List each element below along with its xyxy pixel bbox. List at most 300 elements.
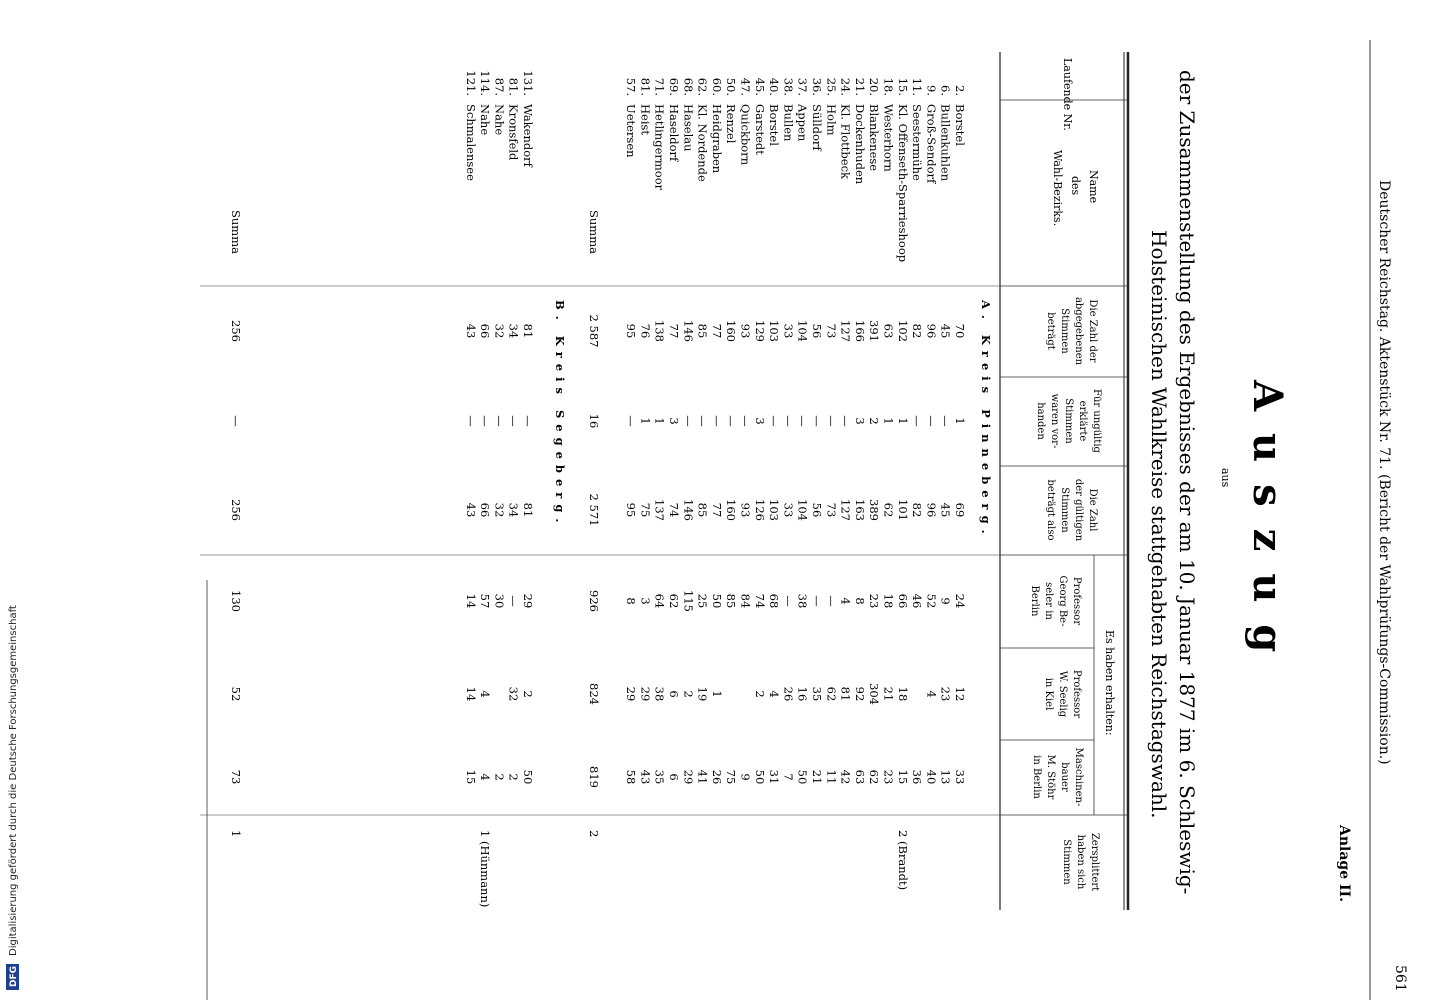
table-row (710, 78, 724, 785)
value-gue: 126 (752, 499, 767, 521)
value-abg: 391 (867, 320, 882, 342)
value-gue: 62 (881, 502, 896, 518)
table-row (667, 78, 681, 781)
table-row (478, 70, 492, 907)
district-name: Borstel (767, 104, 782, 146)
value-sto: 6 (667, 773, 681, 781)
header-line: in Berlin (1031, 755, 1042, 799)
value-gue: 101 (895, 499, 910, 521)
value-sto: 42 (838, 769, 853, 785)
value-abg: 138 (652, 320, 667, 342)
row-number: 50. (724, 77, 739, 96)
row-number: 114. (478, 70, 493, 96)
header-line: Für ungültig (1091, 389, 1102, 453)
header-line: Stimmen (1063, 398, 1074, 444)
district-name: Groß-Sendorf (924, 104, 939, 184)
value-sto: 40 (924, 769, 939, 785)
district-name: Seestermühe (910, 104, 925, 181)
value-see: 92 (852, 686, 867, 702)
sum-ung: 16 (587, 413, 601, 429)
row-number: 2. (953, 85, 967, 96)
header-line: Stimmen (1059, 308, 1070, 354)
row-number: 9. (924, 85, 939, 96)
sum-bes: 130 (229, 590, 243, 612)
value-bes: 50 (709, 593, 724, 609)
header-zersplittert (1061, 833, 1100, 891)
header-line: beträgt (1045, 312, 1056, 350)
value-sto: 9 (738, 773, 753, 781)
running-head: Deutscher Reichstag. Aktenstück Nr. 71. (Bericht der Wahlprüfungs-Commission.) (1376, 180, 1392, 765)
value-ung: — (767, 415, 782, 427)
digitization-credit: Digitalisierung gefördert durch die Deutsche Forschungsgemeinschaft (8, 605, 19, 956)
sum-label: Summa (229, 210, 243, 254)
district-name: Kl. Flottbeck (838, 104, 853, 179)
row-number: 25. (824, 77, 839, 96)
row-number: 45. (752, 77, 767, 96)
header-ungueltig (1035, 389, 1102, 453)
header-line: waren vor- (1049, 393, 1060, 449)
district-name: Schmalensee (463, 104, 478, 181)
value-bes: 30 (492, 593, 507, 609)
table-row (924, 85, 938, 784)
value-gue: 43 (463, 502, 478, 518)
value-abg: 45 (938, 323, 953, 339)
value-see: 16 (795, 686, 810, 702)
value-gue: 104 (795, 499, 810, 521)
value-bes: 84 (738, 593, 753, 609)
district-name: Hetlingermoor (652, 104, 667, 191)
digitization-footer (0, 0, 26, 1000)
value-see: 21 (881, 686, 896, 702)
value-bes: — (824, 595, 839, 607)
value-sto: 11 (824, 769, 839, 785)
table-row (810, 78, 824, 785)
value-sto: 63 (852, 769, 867, 785)
value-ung: — (838, 415, 853, 427)
value-sto: 50 (795, 769, 810, 785)
value-bes: 8 (852, 597, 867, 605)
value-gue: 66 (478, 502, 493, 518)
header-line: Professor (1071, 576, 1082, 626)
header-abgegeben (1045, 297, 1098, 366)
row-number: 6. (938, 85, 953, 96)
table-row (767, 78, 781, 785)
value-ung: — (709, 415, 724, 427)
section-b-label: B. Kreis Segeberg. (553, 300, 567, 529)
header-stoehr (1031, 748, 1084, 807)
value-ung: — (810, 415, 824, 427)
value-sto: 21 (810, 769, 824, 785)
header-line: Georg Be- (1057, 575, 1068, 627)
value-sto: 75 (724, 769, 739, 785)
value-gue: 73 (824, 502, 839, 518)
value-bes: 24 (953, 593, 967, 609)
district-name: Holm (824, 104, 839, 136)
value-ung: 1 (953, 417, 967, 425)
value-see: 29 (624, 686, 639, 702)
header-line: bauer (1059, 762, 1070, 792)
sum-gue: 256 (229, 499, 243, 521)
heading-connector: aus (1219, 468, 1232, 488)
district-name: Kl. Nordende (695, 104, 710, 182)
table-row (724, 78, 738, 785)
header-line: Stimmen (1061, 839, 1072, 885)
header-line: Zersplittert (1089, 832, 1100, 892)
value-bes: 57 (478, 593, 493, 609)
header-line: Maschinen- (1073, 747, 1084, 807)
page-number: 561 (1392, 965, 1408, 992)
district-name: Uetersen (624, 104, 639, 158)
value-gue: 389 (867, 499, 882, 521)
header-line: Berlin (1029, 585, 1040, 617)
district-name: Nahe (478, 104, 493, 136)
value-bes: 85 (724, 593, 739, 609)
value-abg: 76 (638, 323, 653, 339)
value-sto: 7 (781, 773, 796, 781)
annex-label: Anlage II. (1336, 825, 1352, 902)
table-row (521, 70, 535, 784)
value-abg: 66 (478, 323, 493, 339)
value-bes: 52 (924, 593, 939, 609)
dfg-logo-text: DFG (9, 965, 19, 987)
value-bes: 115 (681, 590, 696, 612)
value-gue: 81 (521, 502, 535, 518)
header-line: beträgt also (1045, 479, 1056, 541)
value-ung: — (938, 415, 953, 427)
value-bes: 23 (867, 593, 882, 609)
value-bes: 74 (752, 593, 767, 609)
value-sto: 58 (624, 769, 639, 785)
value-ung: — (681, 415, 696, 427)
table-row (953, 85, 967, 784)
row-number: 69. (667, 77, 681, 96)
district-name: Bullenkuhlen (938, 104, 953, 182)
value-ung: 1 (638, 417, 653, 425)
row-number: 81. (638, 77, 653, 96)
value-see: 4 (924, 690, 939, 698)
value-gue: 77 (709, 502, 724, 518)
value-bes: 4 (838, 597, 853, 605)
value-sto: 33 (953, 769, 967, 785)
row-number: 62. (695, 77, 710, 96)
section-a-label: A. Kreis Pinneberg. (979, 300, 993, 540)
value-abg: 81 (521, 323, 535, 339)
value-see: 4 (478, 690, 493, 698)
header-line: erklärte (1077, 400, 1088, 442)
header-line: der gültigen (1073, 478, 1084, 542)
value-sto: 35 (652, 769, 667, 785)
heading-line-2: Holsteinischen Wahlkreise stattgehabten Reichstagswahl. (1147, 230, 1171, 819)
value-bes: 38 (795, 593, 810, 609)
value-see: 1 (709, 690, 724, 698)
value-bes: — (781, 595, 796, 607)
header-name-1: Name (1087, 170, 1100, 204)
value-abg: 103 (767, 320, 782, 342)
value-abg: 33 (781, 323, 796, 339)
value-see: 26 (781, 686, 796, 702)
row-number: 38. (781, 77, 796, 96)
value-abg: 34 (506, 323, 521, 339)
value-sto: 2 (492, 773, 507, 781)
value-ung: — (463, 415, 478, 427)
row-number: 57. (624, 77, 639, 96)
value-bes: — (506, 595, 521, 607)
value-abg: 70 (953, 323, 967, 339)
sum-zer: 1 (229, 830, 243, 838)
district-name: Heidgraben (709, 104, 724, 174)
value-ung: 1 (881, 417, 896, 425)
value-sto: 41 (695, 769, 710, 785)
value-sto: 13 (938, 769, 953, 785)
value-abg: 146 (681, 320, 696, 342)
sum-zer: 2 (587, 830, 601, 838)
value-bes: 64 (652, 593, 667, 609)
value-bes: 9 (938, 597, 953, 605)
row-number: 36. (810, 77, 824, 96)
value-bes: 25 (695, 593, 710, 609)
table-row (839, 78, 853, 785)
value-sto: 36 (910, 769, 925, 785)
header-line: Die Zahl (1087, 488, 1098, 532)
table-row (796, 78, 810, 785)
value-see: 35 (810, 686, 824, 702)
value-sto: 50 (752, 769, 767, 785)
district-name: Haselau (681, 104, 696, 152)
value-abg: 166 (852, 320, 867, 342)
row-number: 15. (895, 77, 910, 96)
header-name-3: Wahl-Bezirks. (1051, 150, 1064, 227)
value-see: 4 (767, 690, 782, 698)
district-name: Kronsfeld (506, 104, 521, 161)
value-zer: 2 (Brandt) (895, 830, 910, 891)
value-see: 23 (938, 686, 953, 702)
value-see: 2 (521, 690, 535, 698)
value-ung: — (924, 415, 939, 427)
value-abg: 93 (738, 323, 753, 339)
table-row (910, 78, 924, 785)
value-sto: 15 (463, 769, 478, 785)
header-name-2: des (1069, 176, 1082, 196)
district-name: Blankenese (867, 104, 882, 172)
value-abg: 43 (463, 323, 478, 339)
header-lfd: Laufende Nr. (1061, 58, 1074, 131)
value-gue: 85 (695, 502, 710, 518)
row-number: 87. (492, 77, 507, 96)
value-bes: — (810, 595, 824, 607)
table-row (739, 78, 753, 781)
sum-gue: 2 571 (587, 493, 601, 527)
value-abg: 96 (924, 323, 939, 339)
value-abg: 95 (624, 323, 639, 339)
header-line: Stimmen (1059, 487, 1070, 533)
value-ung: 3 (852, 417, 867, 425)
value-ung: — (724, 415, 739, 427)
district-name: Westerhorn (881, 104, 896, 172)
value-bes: 62 (667, 593, 681, 609)
value-gue: 103 (767, 499, 782, 521)
sum-see: 824 (587, 683, 601, 705)
header-line: seler in (1043, 582, 1054, 620)
sum-ung: — (229, 415, 243, 427)
table-row (781, 78, 795, 781)
value-bes: 46 (910, 593, 925, 609)
table-row (507, 78, 521, 781)
value-gue: 127 (838, 499, 853, 521)
value-ung: — (521, 415, 535, 427)
district-name: Nahe (492, 104, 507, 136)
value-sto: 62 (867, 769, 882, 785)
district-name: Haseldorf (667, 104, 681, 162)
table-row (753, 78, 767, 785)
value-sto: 29 (681, 769, 696, 785)
value-ung: — (478, 415, 493, 427)
value-abg: 160 (724, 320, 739, 342)
value-sto: 26 (709, 769, 724, 785)
value-gue: 69 (953, 502, 967, 518)
value-abg: 73 (824, 323, 839, 339)
value-abg: 102 (895, 320, 910, 342)
value-sto: 15 (895, 769, 910, 785)
header-beseler (1029, 576, 1082, 627)
header-line: in Kiel (1043, 677, 1054, 711)
district-name: Dockenhuden (852, 104, 867, 185)
value-bes: 18 (881, 593, 896, 609)
section-a-sum (587, 210, 601, 837)
value-see: 62 (824, 686, 839, 702)
value-abg: 77 (667, 323, 681, 339)
value-ung: 1 (652, 417, 667, 425)
table-row (638, 78, 652, 785)
row-number: 11. (910, 77, 925, 96)
table-row (653, 78, 667, 785)
value-bes: 3 (638, 597, 653, 605)
value-gue: 95 (624, 502, 639, 518)
table-row (882, 78, 896, 785)
value-gue: 56 (810, 502, 824, 518)
row-number: 131. (521, 70, 535, 96)
section-b-sum (229, 210, 243, 837)
district-name: Renzel (724, 104, 739, 144)
value-zer: 1 (Hünmann) (478, 830, 493, 908)
header-gueltig (1045, 479, 1098, 542)
value-see: 81 (838, 686, 853, 702)
header-line: Professor (1071, 669, 1082, 719)
value-abg: 104 (795, 320, 810, 342)
value-see: 304 (867, 683, 882, 705)
value-bes: 68 (767, 593, 782, 609)
value-ung: — (624, 415, 639, 427)
value-gue: 75 (638, 502, 653, 518)
value-see: 29 (638, 686, 653, 702)
header-line: W. Seelig (1057, 670, 1068, 718)
sum-sto: 73 (229, 769, 243, 785)
value-sto: 4 (478, 773, 493, 781)
value-see: 18 (895, 686, 910, 702)
value-abg: 77 (709, 323, 724, 339)
table-row (696, 78, 710, 785)
value-gue: 32 (492, 502, 507, 518)
value-gue: 93 (738, 502, 753, 518)
value-ung: 2 (867, 417, 882, 425)
district-name: Appen (795, 104, 810, 142)
row-number: 81. (506, 77, 521, 96)
district-name: Sülldorf (810, 104, 824, 151)
value-gue: 33 (781, 502, 796, 518)
table-row (896, 78, 910, 890)
value-gue: 96 (924, 502, 939, 518)
district-name: Garstedt (752, 104, 767, 155)
district-name: Borstel (953, 104, 967, 146)
row-number: 40. (767, 77, 782, 96)
value-see: 19 (695, 686, 710, 702)
value-ung: — (781, 415, 796, 427)
table-row (464, 70, 478, 784)
value-gue: 163 (852, 499, 867, 521)
header-erhalten: Es haben erhalten: (1103, 630, 1116, 736)
value-abg: 129 (752, 320, 767, 342)
row-number: 71. (652, 77, 667, 96)
row-number: 24. (838, 77, 853, 96)
sum-bes: 926 (587, 590, 601, 612)
table-row (867, 78, 881, 785)
header-line: abgegebenen (1073, 296, 1084, 366)
value-ung: — (824, 415, 839, 427)
value-gue: 45 (938, 502, 953, 518)
value-sto: 31 (767, 769, 782, 785)
main-heading: Auszug (1244, 380, 1291, 675)
sum-abg: 256 (229, 320, 243, 342)
section-a-rows (624, 78, 967, 890)
district-name: Quickborn (738, 104, 753, 166)
value-sto: 23 (881, 769, 896, 785)
value-ung: — (910, 415, 925, 427)
value-ung: — (492, 415, 507, 427)
sum-see: 52 (229, 686, 243, 702)
section-b-rows (464, 70, 535, 907)
table-row (939, 85, 953, 784)
value-gue: 82 (910, 502, 925, 518)
header-line: M. Stöhr (1045, 754, 1056, 800)
table-row (853, 78, 867, 785)
value-sto: 50 (521, 769, 535, 785)
value-gue: 146 (681, 499, 696, 521)
value-see: 32 (506, 686, 521, 702)
value-see: 6 (667, 690, 681, 698)
table-row (824, 78, 838, 785)
value-abg: 82 (910, 323, 925, 339)
table-row (681, 78, 695, 785)
value-abg: 127 (838, 320, 853, 342)
value-abg: 56 (810, 323, 824, 339)
value-gue: 137 (652, 499, 667, 521)
sum-sto: 819 (587, 766, 601, 788)
value-see: 38 (652, 686, 667, 702)
value-sto: 2 (506, 773, 521, 781)
heading-line-1: der Zusammenstellung des Ergebnisses der am 10. Januar 1877 im 6. Schleswig- (1175, 70, 1199, 895)
value-abg: 85 (695, 323, 710, 339)
row-number: 60. (709, 77, 724, 96)
value-ung: — (795, 415, 810, 427)
value-gue: 34 (506, 502, 521, 518)
value-abg: 32 (492, 323, 507, 339)
header-seelig (1043, 670, 1082, 718)
district-name: Kl. Offenseth-Sparrieshoop (895, 104, 910, 263)
value-bes: 66 (895, 593, 910, 609)
row-number: 121. (463, 70, 478, 96)
value-abg: 63 (881, 323, 896, 339)
value-bes: 14 (463, 593, 478, 609)
value-bes: 8 (624, 597, 639, 605)
